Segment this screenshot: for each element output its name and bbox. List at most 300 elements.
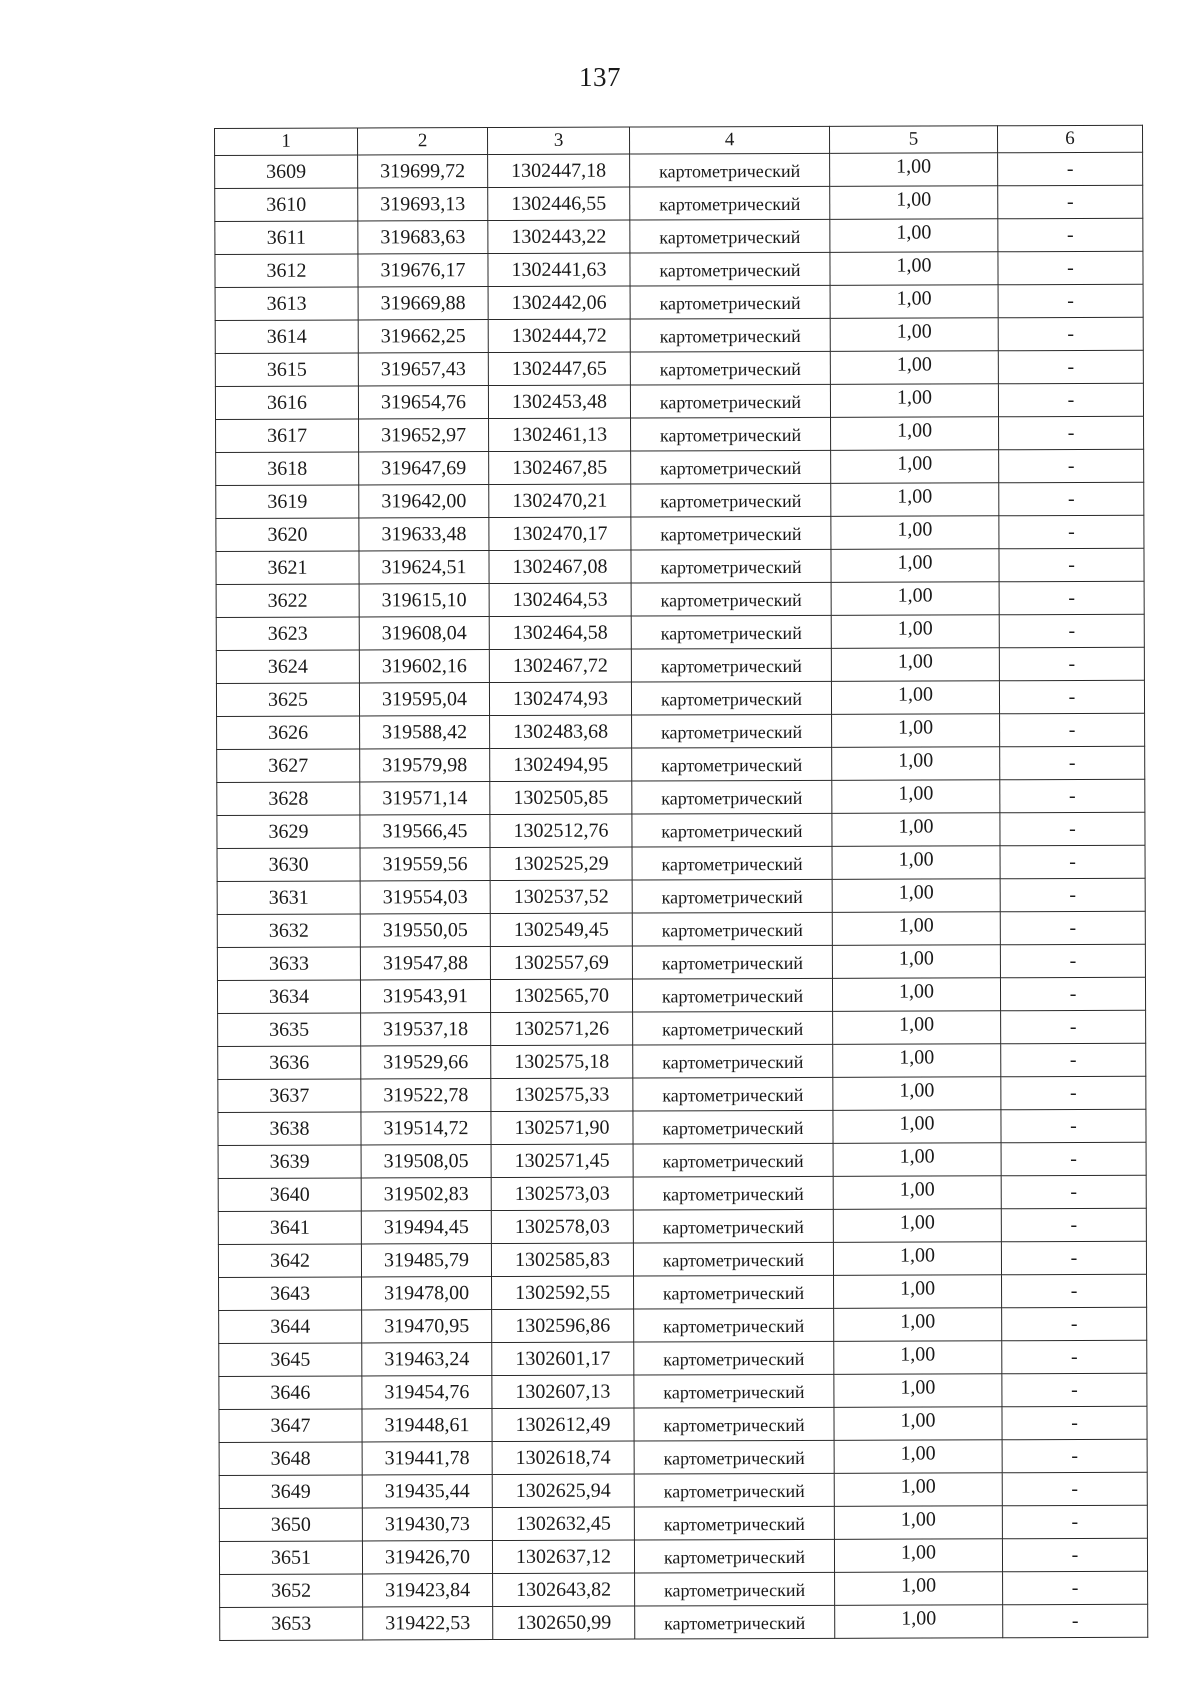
table-row	[218, 1208, 1146, 1244]
method-cell: картометрический	[634, 1440, 834, 1474]
x-coordinate-cell: 319514,72	[361, 1112, 491, 1145]
y-coordinate-cell: 1302512,76	[490, 814, 632, 847]
x-coordinate-cell: 319441,78	[362, 1442, 492, 1475]
note-cell: -	[998, 185, 1143, 219]
point-number-cell: 3616	[215, 386, 358, 419]
method-cell: картометрический	[630, 219, 830, 253]
method-cell: картометрический	[631, 615, 831, 649]
x-coordinate-cell: 319522,78	[361, 1079, 491, 1112]
x-coordinate-cell: 319669,88	[358, 287, 488, 320]
table-row	[219, 1472, 1147, 1508]
note-cell: -	[1002, 1406, 1147, 1440]
x-coordinate-cell: 319543,91	[360, 980, 490, 1013]
method-cell: картометрический	[632, 945, 832, 979]
method-cell: картометрический	[632, 714, 832, 748]
method-cell: картометрический	[631, 681, 831, 715]
point-number-cell: 3620	[216, 518, 359, 551]
table-row	[217, 878, 1145, 914]
table-row	[216, 680, 1144, 716]
method-cell: картометрический	[634, 1473, 834, 1507]
table-row	[215, 218, 1143, 254]
x-coordinate-cell: 319547,88	[360, 947, 490, 980]
accuracy-cell: 1,00	[833, 1077, 1001, 1111]
point-number-cell: 3613	[215, 287, 358, 320]
point-number-cell: 3625	[216, 683, 359, 716]
y-coordinate-cell: 1302525,29	[490, 847, 632, 880]
x-coordinate-cell: 319537,18	[361, 1013, 491, 1046]
accuracy-cell: 1,00	[832, 912, 1000, 946]
accuracy-cell: 1,00	[832, 714, 1000, 748]
note-cell: -	[1001, 1043, 1146, 1077]
note-cell: -	[1000, 944, 1145, 978]
method-cell: картометрический	[631, 582, 831, 616]
y-coordinate-cell: 1302637,12	[492, 1540, 634, 1573]
accuracy-cell: 1,00	[832, 978, 1000, 1012]
point-number-cell: 3644	[219, 1310, 362, 1343]
accuracy-cell: 1,00	[831, 681, 999, 715]
method-cell: картометрический	[633, 1143, 833, 1177]
note-cell: -	[1000, 713, 1145, 747]
y-coordinate-cell: 1302447,65	[488, 352, 630, 385]
x-coordinate-cell: 319423,84	[363, 1574, 493, 1607]
point-number-cell: 3614	[215, 320, 358, 353]
x-coordinate-cell: 319624,51	[359, 551, 489, 584]
note-cell: -	[1001, 1010, 1146, 1044]
table-row	[215, 251, 1143, 287]
x-coordinate-cell: 319559,56	[360, 848, 490, 881]
table-row	[217, 944, 1145, 980]
column-header: 1	[215, 128, 358, 155]
accuracy-cell: 1,00	[831, 417, 999, 451]
y-coordinate-cell: 1302625,94	[492, 1474, 634, 1507]
note-cell: -	[998, 383, 1143, 417]
point-number-cell: 3637	[218, 1079, 361, 1112]
table-row	[219, 1340, 1147, 1376]
note-cell: -	[1000, 812, 1145, 846]
x-coordinate-cell: 319494,45	[361, 1211, 491, 1244]
note-cell: -	[1000, 779, 1145, 813]
x-coordinate-cell: 319508,05	[361, 1145, 491, 1178]
x-coordinate-cell: 319529,66	[361, 1046, 491, 1079]
accuracy-cell: 1,00	[834, 1506, 1002, 1540]
note-cell: -	[998, 317, 1143, 351]
note-cell: -	[999, 449, 1144, 483]
method-cell: картометрический	[632, 912, 832, 946]
note-cell: -	[1003, 1604, 1148, 1638]
table-row	[216, 581, 1144, 617]
note-cell: -	[1002, 1373, 1147, 1407]
x-coordinate-cell: 319683,63	[358, 221, 488, 254]
method-cell: картометрический	[631, 516, 831, 550]
table-row	[216, 614, 1144, 650]
accuracy-cell: 1,00	[831, 483, 999, 517]
accuracy-cell: 1,00	[834, 1275, 1002, 1309]
table-row	[216, 647, 1144, 683]
y-coordinate-cell: 1302592,55	[492, 1276, 634, 1309]
table-row	[216, 515, 1144, 551]
y-coordinate-cell: 1302446,55	[488, 187, 630, 220]
note-cell: -	[998, 218, 1143, 252]
point-number-cell: 3632	[217, 914, 360, 947]
y-coordinate-cell: 1302447,18	[488, 154, 630, 187]
accuracy-cell: 1,00	[835, 1605, 1003, 1639]
note-cell: -	[999, 680, 1144, 714]
x-coordinate-cell: 319422,53	[363, 1607, 493, 1640]
table-row	[216, 416, 1144, 452]
method-cell: картометрический	[630, 318, 830, 352]
note-cell: -	[999, 647, 1144, 681]
note-cell: -	[1001, 1142, 1146, 1176]
accuracy-cell: 1,00	[830, 186, 998, 220]
point-number-cell: 3635	[218, 1013, 361, 1046]
note-cell: -	[999, 416, 1144, 450]
y-coordinate-cell: 1302571,26	[491, 1012, 633, 1045]
accuracy-cell: 1,00	[833, 1242, 1001, 1276]
note-cell: -	[1002, 1472, 1147, 1506]
accuracy-cell: 1,00	[833, 1044, 1001, 1078]
accuracy-cell: 1,00	[830, 252, 998, 286]
method-cell: картометрический	[634, 1374, 834, 1408]
table-row	[218, 1109, 1146, 1145]
note-cell: -	[1000, 746, 1145, 780]
table-row	[216, 482, 1144, 518]
table-row	[215, 152, 1143, 188]
method-cell: картометрический	[631, 450, 831, 484]
x-coordinate-cell: 319699,72	[358, 155, 488, 188]
x-coordinate-cell: 319550,05	[360, 914, 490, 947]
x-coordinate-cell: 319463,24	[362, 1343, 492, 1376]
method-cell: картометрический	[632, 879, 832, 913]
note-cell: -	[1003, 1571, 1148, 1605]
table-row	[219, 1307, 1147, 1343]
point-number-cell: 3638	[218, 1112, 361, 1145]
table-row	[218, 1175, 1146, 1211]
table-row	[220, 1571, 1148, 1607]
accuracy-cell: 1,00	[835, 1572, 1003, 1606]
y-coordinate-cell: 1302565,70	[490, 979, 632, 1012]
y-coordinate-cell: 1302618,74	[492, 1441, 634, 1474]
accuracy-cell: 1,00	[834, 1539, 1002, 1573]
method-cell: картометрический	[630, 285, 830, 319]
table-row	[219, 1538, 1147, 1574]
y-coordinate-cell: 1302474,93	[489, 682, 631, 715]
accuracy-cell: 1,00	[834, 1440, 1002, 1474]
method-cell: картометрический	[635, 1572, 835, 1606]
y-coordinate-cell: 1302557,69	[490, 946, 632, 979]
x-coordinate-cell: 319642,00	[359, 485, 489, 518]
note-cell: -	[1001, 1241, 1146, 1275]
column-header: 5	[829, 126, 997, 154]
table-row	[219, 1274, 1147, 1310]
x-coordinate-cell: 319588,42	[360, 716, 490, 749]
point-number-cell: 3631	[217, 881, 360, 914]
accuracy-cell: 1,00	[831, 516, 999, 550]
method-cell: картометрический	[633, 1044, 833, 1078]
point-number-cell: 3628	[217, 782, 360, 815]
accuracy-cell: 1,00	[834, 1374, 1002, 1408]
method-cell: картометрический	[633, 1077, 833, 1111]
accuracy-cell: 1,00	[830, 153, 998, 187]
accuracy-cell: 1,00	[831, 648, 999, 682]
point-number-cell: 3634	[217, 980, 360, 1013]
note-cell: -	[1000, 977, 1145, 1011]
x-coordinate-cell: 319454,76	[362, 1376, 492, 1409]
y-coordinate-cell: 1302575,18	[491, 1045, 633, 1078]
x-coordinate-cell: 319448,61	[362, 1409, 492, 1442]
accuracy-cell: 1,00	[832, 945, 1000, 979]
method-cell: картометрический	[633, 1176, 833, 1210]
point-number-cell: 3622	[216, 584, 359, 617]
accuracy-cell: 1,00	[830, 318, 998, 352]
point-number-cell: 3643	[219, 1277, 362, 1310]
method-cell: картометрический	[631, 417, 831, 451]
note-cell: -	[999, 482, 1144, 516]
table-body	[215, 125, 1148, 1640]
point-number-cell: 3609	[215, 155, 358, 188]
point-number-cell: 3619	[216, 485, 359, 518]
method-cell: картометрический	[634, 1506, 834, 1540]
x-coordinate-cell: 319426,70	[362, 1541, 492, 1574]
accuracy-cell: 1,00	[832, 879, 1000, 913]
note-cell: -	[1002, 1505, 1147, 1539]
table-row	[217, 812, 1145, 848]
y-coordinate-cell: 1302461,13	[489, 418, 631, 451]
y-coordinate-cell: 1302585,83	[491, 1243, 633, 1276]
column-header: 6	[997, 125, 1142, 153]
note-cell: -	[1002, 1538, 1147, 1572]
y-coordinate-cell: 1302444,72	[488, 319, 630, 352]
point-number-cell: 3615	[215, 353, 358, 386]
x-coordinate-cell: 319571,14	[360, 782, 490, 815]
point-number-cell: 3633	[217, 947, 360, 980]
method-cell: картометрический	[630, 153, 830, 187]
note-cell: -	[1001, 1208, 1146, 1242]
y-coordinate-cell: 1302650,99	[493, 1606, 635, 1639]
point-number-cell: 3641	[218, 1211, 361, 1244]
y-coordinate-cell: 1302537,52	[490, 880, 632, 913]
y-coordinate-cell: 1302601,17	[492, 1342, 634, 1375]
x-coordinate-cell: 319485,79	[361, 1244, 491, 1277]
point-number-cell: 3642	[218, 1244, 361, 1277]
y-coordinate-cell: 1302643,82	[493, 1573, 635, 1606]
column-header: 4	[629, 126, 829, 154]
x-coordinate-cell: 319608,04	[359, 617, 489, 650]
accuracy-cell: 1,00	[830, 219, 998, 253]
y-coordinate-cell: 1302571,45	[491, 1144, 633, 1177]
accuracy-cell: 1,00	[830, 285, 998, 319]
table-row	[217, 845, 1145, 881]
x-coordinate-cell: 319647,69	[359, 452, 489, 485]
point-number-cell: 3645	[219, 1343, 362, 1376]
method-cell: картометрический	[630, 351, 830, 385]
method-cell: картометрический	[631, 648, 831, 682]
note-cell: -	[999, 581, 1144, 615]
point-number-cell: 3651	[219, 1541, 362, 1574]
y-coordinate-cell: 1302443,22	[488, 220, 630, 253]
y-coordinate-cell: 1302571,90	[491, 1111, 633, 1144]
table-row	[215, 383, 1143, 419]
table-row	[218, 1076, 1146, 1112]
method-cell: картометрический	[633, 1011, 833, 1045]
point-number-cell: 3610	[215, 188, 358, 221]
table-row	[218, 1043, 1146, 1079]
table-row	[215, 317, 1143, 353]
x-coordinate-cell: 319579,98	[360, 749, 490, 782]
point-number-cell: 3649	[219, 1475, 362, 1508]
table-row	[215, 350, 1143, 386]
point-number-cell: 3640	[218, 1178, 361, 1211]
note-cell: -	[998, 251, 1143, 285]
table-row	[215, 284, 1143, 320]
accuracy-cell: 1,00	[834, 1341, 1002, 1375]
accuracy-cell: 1,00	[832, 846, 1000, 880]
note-cell: -	[1000, 845, 1145, 879]
note-cell: -	[1001, 1109, 1146, 1143]
accuracy-cell: 1,00	[833, 1143, 1001, 1177]
y-coordinate-cell: 1302612,49	[492, 1408, 634, 1441]
method-cell: картометрический	[632, 846, 832, 880]
point-number-cell: 3623	[216, 617, 359, 650]
y-coordinate-cell: 1302549,45	[490, 913, 632, 946]
accuracy-cell: 1,00	[832, 813, 1000, 847]
x-coordinate-cell: 319657,43	[358, 353, 488, 386]
y-coordinate-cell: 1302464,53	[489, 583, 631, 616]
point-number-cell: 3617	[216, 419, 359, 452]
accuracy-cell: 1,00	[834, 1407, 1002, 1441]
y-coordinate-cell: 1302578,03	[491, 1210, 633, 1243]
table-row	[217, 911, 1145, 947]
point-number-cell: 3647	[219, 1409, 362, 1442]
accuracy-cell: 1,00	[830, 384, 998, 418]
point-number-cell: 3653	[220, 1607, 363, 1640]
y-coordinate-cell: 1302464,58	[489, 616, 631, 649]
method-cell: картометрический	[633, 1209, 833, 1243]
y-coordinate-cell: 1302441,63	[488, 253, 630, 286]
note-cell: -	[1002, 1439, 1147, 1473]
x-coordinate-cell: 319602,16	[359, 650, 489, 683]
method-cell: картометрический	[632, 780, 832, 814]
x-coordinate-cell: 319430,73	[362, 1508, 492, 1541]
method-cell: картометрический	[634, 1407, 834, 1441]
y-coordinate-cell: 1302483,68	[490, 715, 632, 748]
x-coordinate-cell: 319435,44	[362, 1475, 492, 1508]
y-coordinate-cell: 1302494,95	[490, 748, 632, 781]
table-row	[217, 779, 1145, 815]
accuracy-cell: 1,00	[832, 780, 1000, 814]
accuracy-cell: 1,00	[833, 1011, 1001, 1045]
method-cell: картометрический	[630, 252, 830, 286]
y-coordinate-cell: 1302573,03	[491, 1177, 633, 1210]
accuracy-cell: 1,00	[833, 1209, 1001, 1243]
point-number-cell: 3612	[215, 254, 358, 287]
note-cell: -	[1000, 878, 1145, 912]
table-row	[215, 185, 1143, 221]
point-number-cell: 3629	[217, 815, 360, 848]
table-row	[218, 1010, 1146, 1046]
table-row	[217, 713, 1145, 749]
table-row	[217, 977, 1145, 1013]
method-cell: картометрический	[633, 1110, 833, 1144]
y-coordinate-cell: 1302607,13	[492, 1375, 634, 1408]
accuracy-cell: 1,00	[832, 747, 1000, 781]
accuracy-cell: 1,00	[831, 582, 999, 616]
accuracy-cell: 1,00	[831, 549, 999, 583]
method-cell: картометрический	[632, 813, 832, 847]
table-row	[220, 1604, 1148, 1640]
point-number-cell: 3650	[219, 1508, 362, 1541]
table-row	[216, 548, 1144, 584]
note-cell: -	[998, 350, 1143, 384]
y-coordinate-cell: 1302596,86	[492, 1309, 634, 1342]
note-cell: -	[999, 614, 1144, 648]
note-cell: -	[1001, 1076, 1146, 1110]
table-row	[217, 746, 1145, 782]
note-cell: -	[1002, 1340, 1147, 1374]
method-cell: картометрический	[634, 1275, 834, 1309]
x-coordinate-cell: 319470,95	[362, 1310, 492, 1343]
y-coordinate-cell: 1302575,33	[491, 1078, 633, 1111]
method-cell: картометрический	[634, 1308, 834, 1342]
y-coordinate-cell: 1302467,85	[489, 451, 631, 484]
method-cell: картометрический	[630, 384, 830, 418]
method-cell: картометрический	[633, 1242, 833, 1276]
y-coordinate-cell: 1302453,48	[488, 385, 630, 418]
note-cell: -	[1002, 1307, 1147, 1341]
x-coordinate-cell: 319478,00	[362, 1277, 492, 1310]
x-coordinate-cell: 319633,48	[359, 518, 489, 551]
point-number-cell: 3611	[215, 221, 358, 254]
x-coordinate-cell: 319654,76	[358, 386, 488, 419]
point-number-cell: 3630	[217, 848, 360, 881]
note-cell: -	[999, 515, 1144, 549]
point-number-cell: 3624	[216, 650, 359, 683]
method-cell: картометрический	[631, 549, 831, 583]
accuracy-cell: 1,00	[831, 615, 999, 649]
point-number-cell: 3627	[217, 749, 360, 782]
point-number-cell: 3639	[218, 1145, 361, 1178]
point-number-cell: 3646	[219, 1376, 362, 1409]
y-coordinate-cell: 1302470,17	[489, 517, 631, 550]
accuracy-cell: 1,00	[831, 450, 999, 484]
point-number-cell: 3626	[217, 716, 360, 749]
column-header: 2	[358, 128, 488, 155]
note-cell: -	[998, 152, 1143, 186]
method-cell: картометрический	[634, 1341, 834, 1375]
note-cell: -	[1002, 1274, 1147, 1308]
method-cell: картометрический	[635, 1605, 835, 1639]
point-number-cell: 3618	[216, 452, 359, 485]
column-header: 3	[488, 127, 630, 154]
method-cell: картометрический	[632, 978, 832, 1012]
y-coordinate-cell: 1302470,21	[489, 484, 631, 517]
table-row	[219, 1406, 1147, 1442]
y-coordinate-cell: 1302442,06	[488, 286, 630, 319]
point-number-cell: 3648	[219, 1442, 362, 1475]
x-coordinate-cell: 319693,13	[358, 188, 488, 221]
point-number-cell: 3621	[216, 551, 359, 584]
x-coordinate-cell: 319502,83	[361, 1178, 491, 1211]
table-row	[218, 1142, 1146, 1178]
note-cell: -	[998, 284, 1143, 318]
y-coordinate-cell: 1302467,08	[489, 550, 631, 583]
table-row	[219, 1439, 1147, 1475]
y-coordinate-cell: 1302505,85	[490, 781, 632, 814]
x-coordinate-cell: 319554,03	[360, 881, 490, 914]
x-coordinate-cell: 319652,97	[359, 419, 489, 452]
accuracy-cell: 1,00	[833, 1176, 1001, 1210]
y-coordinate-cell: 1302467,72	[489, 649, 631, 682]
x-coordinate-cell: 319615,10	[359, 584, 489, 617]
